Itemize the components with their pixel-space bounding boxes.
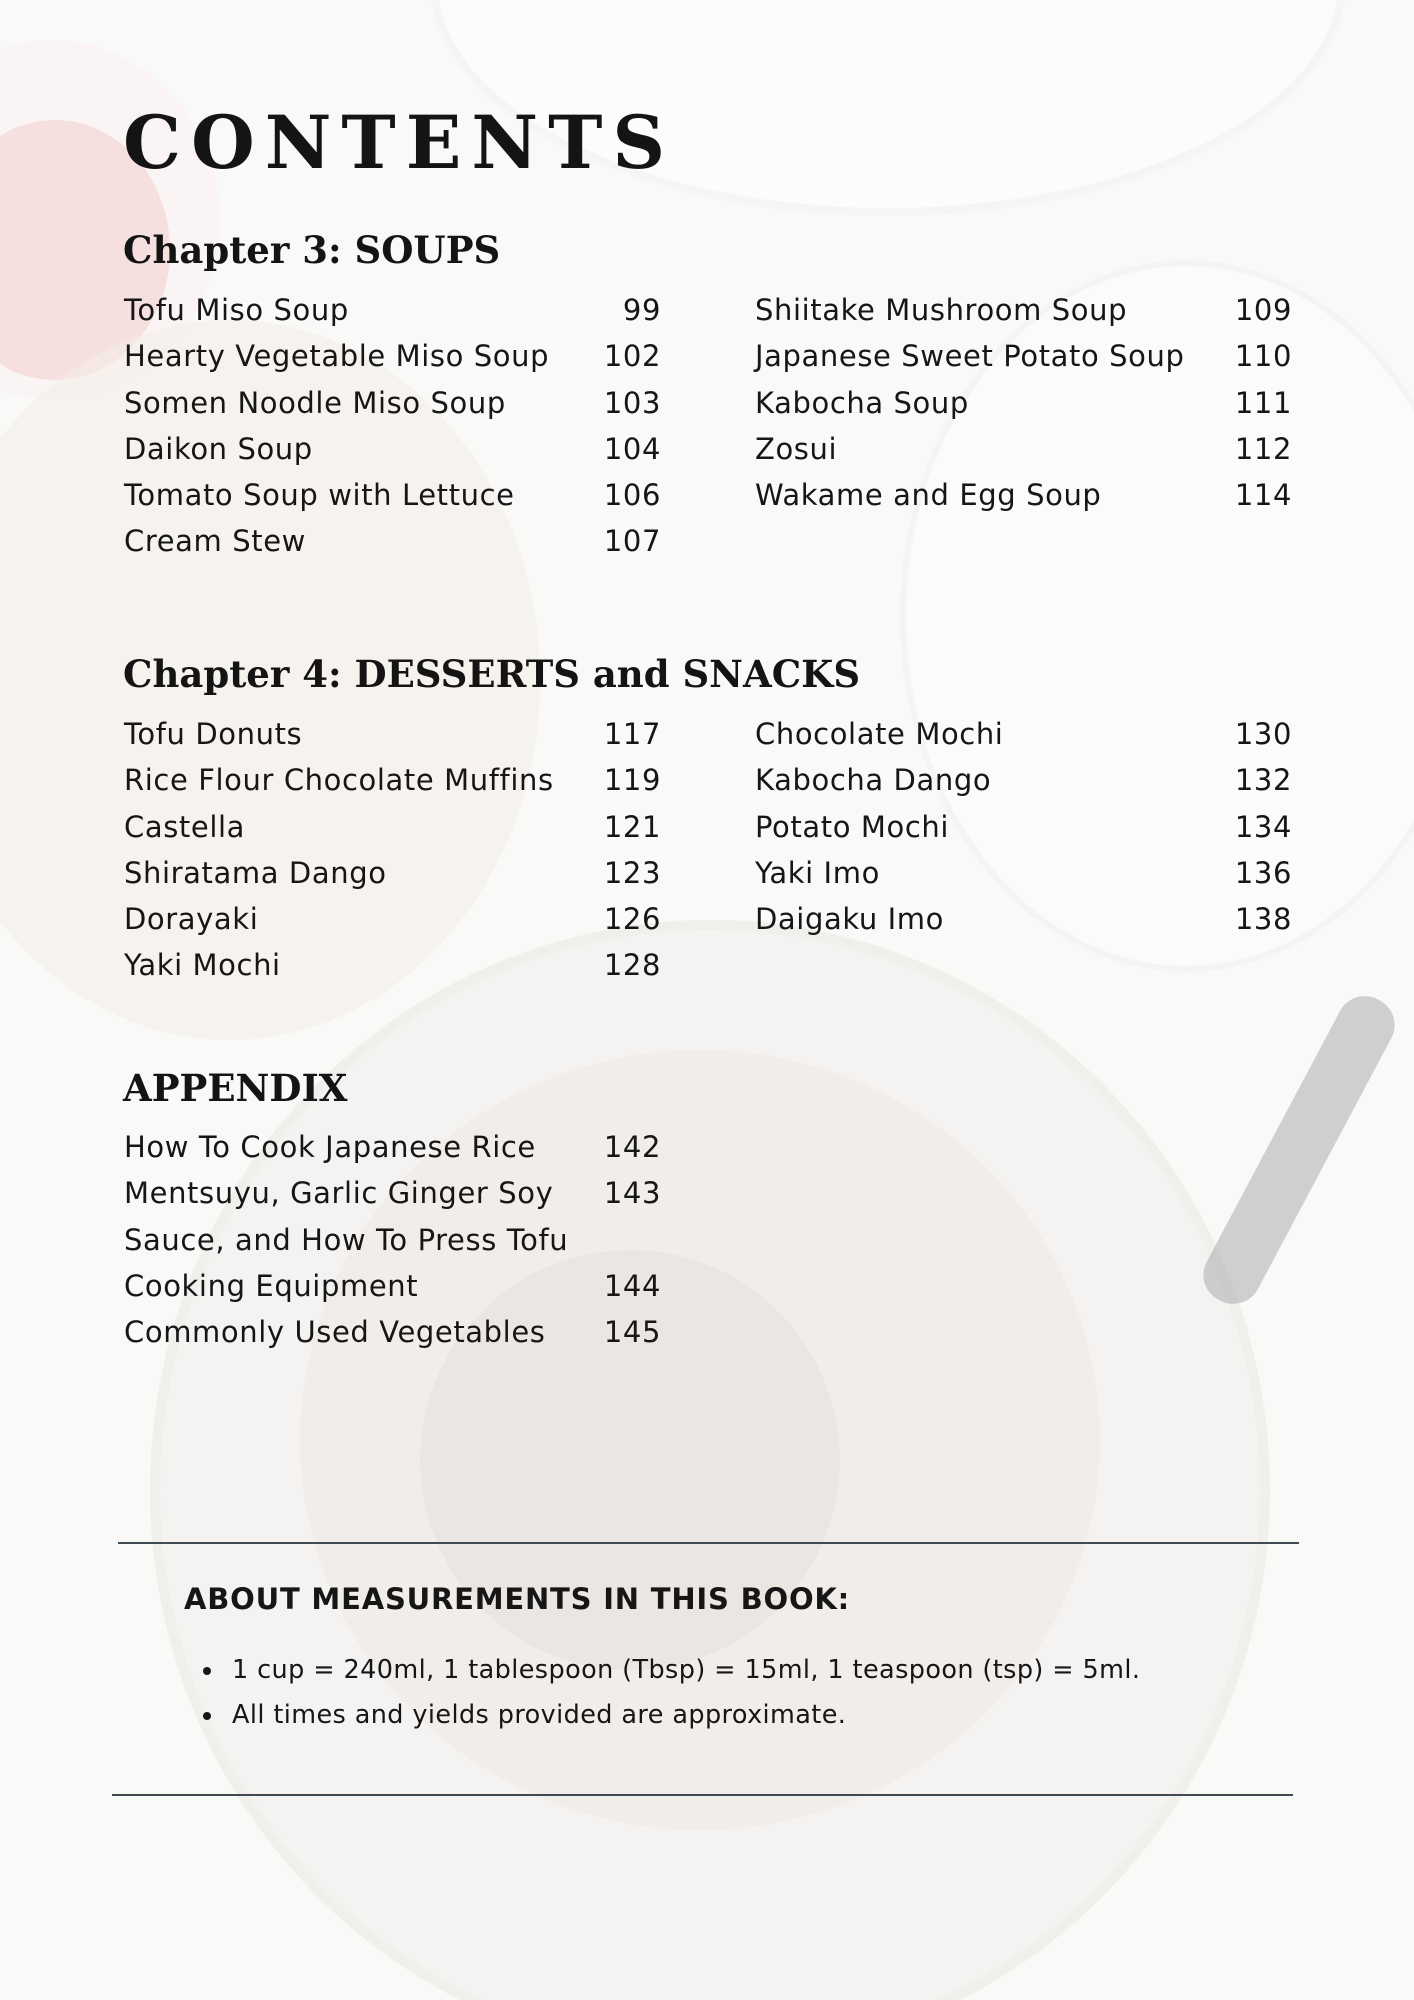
toc-entry-page: 104 <box>603 431 661 466</box>
toc-entry[interactable] <box>755 426 1292 472</box>
toc-entry-label: Japanese Sweet Potato Soup <box>755 339 1185 374</box>
measurement-note-text: 1 cup = 240ml, 1 tablespoon (Tbsp) = 15ml, 1 teaspoon (tsp) = 5ml. <box>232 1655 1141 1685</box>
toc-entry-page: 123 <box>603 855 661 890</box>
toc-entry-page: 112 <box>1234 431 1292 466</box>
toc-entry-label: Castella <box>124 809 246 844</box>
toc-entry[interactable] <box>124 1263 661 1309</box>
toc-entry-label: Yaki Mochi <box>124 948 281 983</box>
measurement-note <box>185 1648 1140 1693</box>
chapter-3-right-list <box>755 287 1292 518</box>
toc-entry-page: 143 <box>603 1176 661 1211</box>
toc-entry[interactable] <box>755 757 1292 803</box>
chapter-3-left-list <box>124 287 661 565</box>
toc-entry[interactable] <box>124 426 661 472</box>
toc-entry-label: Shiitake Mushroom Soup <box>755 293 1128 327</box>
toc-entry-page: 107 <box>603 524 661 559</box>
toc-entry-label: How To Cook Japanese Rice <box>124 1130 536 1164</box>
toc-entry[interactable] <box>124 1124 661 1170</box>
toc-entry[interactable] <box>755 850 1292 896</box>
toc-entry-label: Commonly Used Vegetables <box>124 1315 546 1350</box>
toc-entry[interactable] <box>124 1309 661 1355</box>
toc-entry[interactable] <box>124 804 661 850</box>
toc-entry-label: Tofu Miso Soup <box>124 293 349 327</box>
toc-entry-page: 111 <box>1234 385 1292 420</box>
toc-entry-page: 128 <box>603 948 661 983</box>
toc-entry[interactable] <box>755 287 1292 333</box>
chapter-4-left-list <box>124 711 661 989</box>
divider-top <box>118 1542 1299 1544</box>
toc-entry-page: 142 <box>603 1130 661 1164</box>
toc-entry-page: 126 <box>603 902 661 937</box>
toc-entry[interactable] <box>124 380 661 426</box>
toc-entry-page: 110 <box>1234 339 1292 374</box>
toc-entry-page: 114 <box>1234 478 1292 513</box>
bullet-icon <box>203 1667 211 1675</box>
toc-entry-label: Shiratama Dango <box>124 855 387 890</box>
bullet-icon <box>203 1712 211 1720</box>
toc-entry-page: 132 <box>1234 763 1292 798</box>
toc-entry-label: Wakame and Egg Soup <box>755 478 1102 513</box>
toc-entry[interactable] <box>755 711 1292 757</box>
toc-entry-label: Daigaku Imo <box>755 902 944 937</box>
toc-entry[interactable] <box>755 804 1292 850</box>
toc-entry-label: Dorayaki <box>124 902 259 937</box>
toc-entry-label: Rice Flour Chocolate Muffins <box>124 763 554 798</box>
toc-entry-label: Kabocha Dango <box>755 763 992 798</box>
toc-entry-label: Chocolate Mochi <box>755 717 1004 751</box>
toc-entry-label: Cream Stew <box>124 524 306 559</box>
toc-entry-page: 134 <box>1234 809 1292 844</box>
toc-entry-label: Zosui <box>755 431 838 466</box>
toc-entry-label: Potato Mochi <box>755 809 950 844</box>
toc-entry[interactable] <box>124 472 661 518</box>
toc-entry-page: 103 <box>603 385 661 420</box>
toc-entry-page: 121 <box>603 809 661 844</box>
toc-entry-label: Daikon Soup <box>124 431 313 466</box>
toc-entry-label: Yaki Imo <box>755 855 880 890</box>
chapter-3-title: Chapter 3: SOUPS <box>123 228 501 272</box>
toc-entry-page: 145 <box>603 1315 661 1350</box>
toc-entry[interactable] <box>755 380 1292 426</box>
toc-entry[interactable] <box>124 942 661 988</box>
toc-entry-page: 119 <box>603 763 661 798</box>
measurements-list <box>185 1648 1140 1738</box>
toc-entry-page: 144 <box>603 1268 661 1303</box>
toc-entry-label: Hearty Vegetable Miso Soup <box>124 339 550 374</box>
toc-entry-label: Mentsuyu, Garlic Ginger Soy Sauce, and How To Press Tofu <box>124 1176 569 1257</box>
toc-entry-label: Somen Noodle Miso Soup <box>124 385 506 420</box>
toc-entry-label: Kabocha Soup <box>755 385 969 420</box>
toc-entry[interactable] <box>124 287 661 333</box>
appendix-title: APPENDIX <box>123 1066 348 1110</box>
toc-entry[interactable] <box>124 896 661 942</box>
toc-entry-page: 106 <box>603 478 661 513</box>
toc-entry-page: 136 <box>1234 855 1292 890</box>
toc-entry[interactable] <box>755 896 1292 942</box>
toc-entry[interactable] <box>755 333 1292 379</box>
appendix-list <box>124 1124 661 1355</box>
measurements-title: ABOUT MEASUREMENTS IN THIS BOOK: <box>184 1582 851 1616</box>
toc-entry[interactable] <box>124 850 661 896</box>
toc-entry-page: 130 <box>1234 717 1292 751</box>
toc-entry-page: 102 <box>603 339 661 374</box>
page-title: CONTENTS <box>123 100 676 186</box>
toc-entry-page: 117 <box>603 717 661 751</box>
toc-entry-page: 109 <box>1234 293 1292 327</box>
toc-entry-label: Tomato Soup with Lettuce <box>124 478 515 513</box>
chapter-4-title: Chapter 4: DESSERTS and SNACKS <box>123 652 861 696</box>
toc-entry-label: Cooking Equipment <box>124 1268 419 1303</box>
divider-bottom <box>112 1794 1293 1796</box>
measurement-note <box>185 1693 1140 1738</box>
toc-entry[interactable] <box>124 757 661 803</box>
toc-entry-page: 99 <box>622 293 661 327</box>
toc-entry[interactable] <box>124 333 661 379</box>
measurement-note-text: All times and yields provided are approximate. <box>232 1700 847 1730</box>
toc-entry-label: Tofu Donuts <box>124 717 303 751</box>
toc-entry[interactable] <box>124 1170 661 1263</box>
toc-entry[interactable] <box>124 518 661 564</box>
toc-entry[interactable] <box>124 711 661 757</box>
toc-entry[interactable] <box>755 472 1292 518</box>
chapter-4-right-list <box>755 711 1292 942</box>
toc-entry-page: 138 <box>1234 902 1292 937</box>
